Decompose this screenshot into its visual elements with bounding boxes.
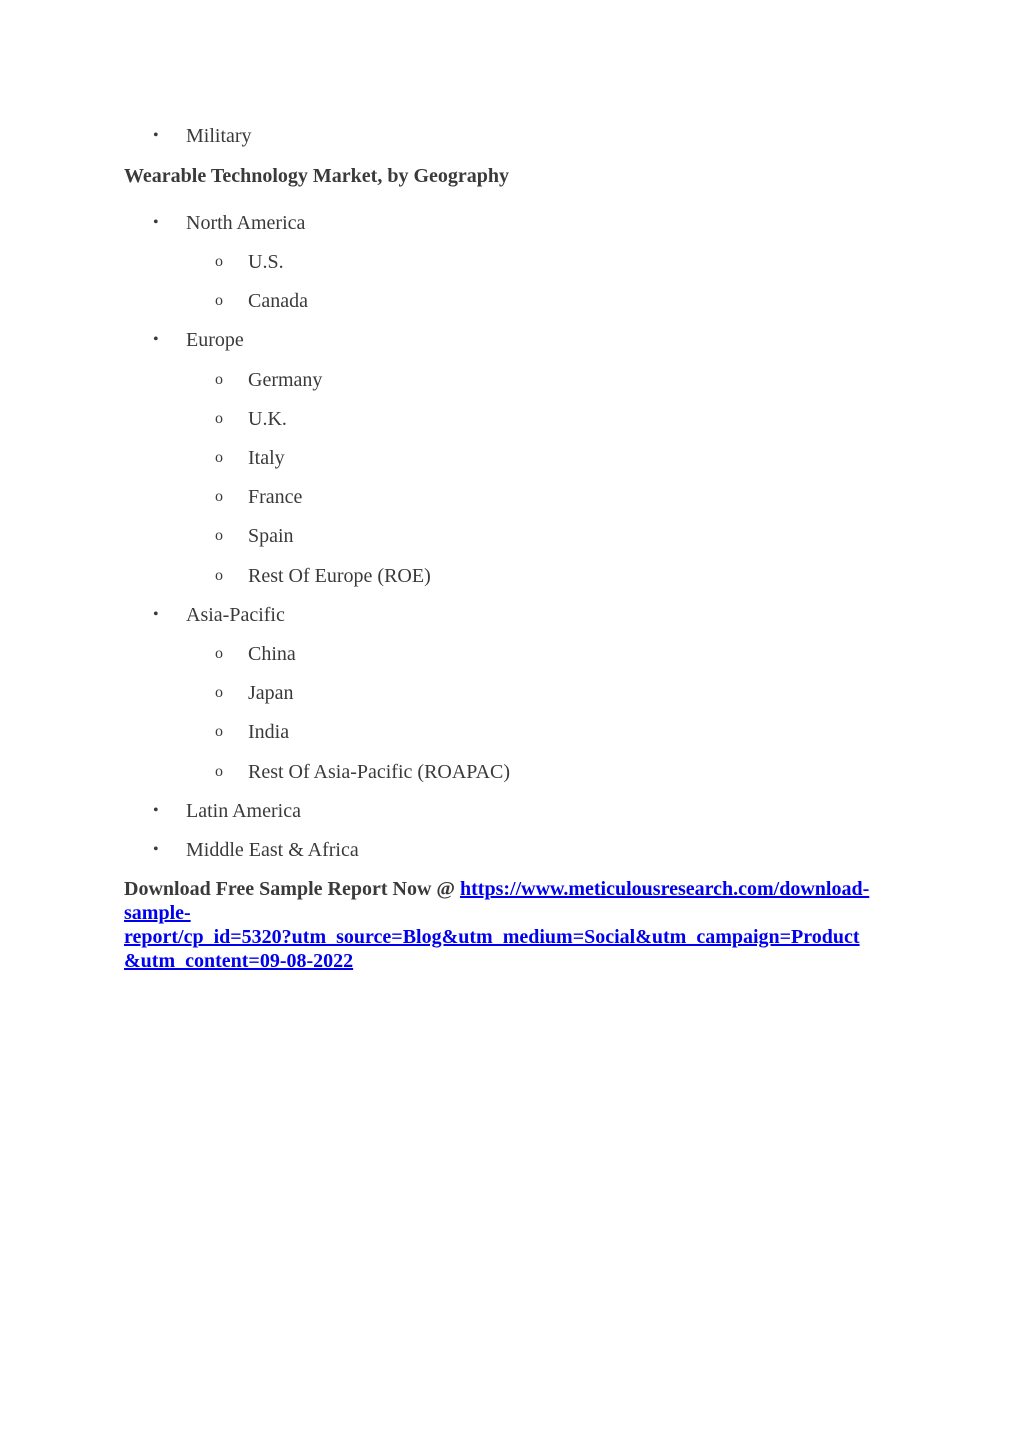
country-item: Canada bbox=[248, 290, 308, 312]
download-link-part-1[interactable]: https://www.meticulousresearch.com/download- bbox=[460, 878, 870, 900]
bullet-circle-icon: o bbox=[215, 488, 223, 505]
bullet-circle-icon: o bbox=[215, 449, 223, 466]
country-item: Japan bbox=[248, 682, 294, 704]
download-link-part-2[interactable]: sample- bbox=[124, 902, 191, 924]
region-item: North America bbox=[186, 212, 306, 234]
bullet-circle-icon: o bbox=[215, 253, 223, 270]
bullet-disc-icon: • bbox=[153, 802, 159, 819]
country-item: Rest Of Europe (ROE) bbox=[248, 565, 431, 587]
country-item: Spain bbox=[248, 525, 294, 547]
bullet-circle-icon: o bbox=[215, 292, 223, 309]
download-link-part-4[interactable]: &utm_content=09-08-2022 bbox=[124, 950, 354, 972]
download-link-part-3[interactable]: report/cp_id=5320?utm_source=Blog&utm_medium=Social&utm_campaign=Product bbox=[124, 926, 860, 948]
bullet-disc-icon: • bbox=[153, 214, 159, 231]
bullet-circle-icon: o bbox=[215, 371, 223, 388]
country-item: Italy bbox=[248, 447, 285, 469]
download-paragraph bbox=[124, 877, 914, 973]
bullet-circle-icon: o bbox=[215, 763, 223, 780]
bullet-circle-icon: o bbox=[215, 645, 223, 662]
bullet-circle-icon: o bbox=[215, 723, 223, 740]
bullet-disc-icon: • bbox=[153, 127, 159, 144]
bullet-disc-icon: • bbox=[153, 606, 159, 623]
country-item: China bbox=[248, 643, 296, 665]
bullet-disc-icon: • bbox=[153, 331, 159, 348]
country-item: U.S. bbox=[248, 251, 284, 273]
bullet-circle-icon: o bbox=[215, 567, 223, 584]
country-item: U.K. bbox=[248, 408, 287, 430]
country-item: France bbox=[248, 486, 303, 508]
region-item: Asia-Pacific bbox=[186, 604, 285, 626]
bullet-circle-icon: o bbox=[215, 410, 223, 427]
bullet-circle-icon: o bbox=[215, 684, 223, 701]
region-item: Latin America bbox=[186, 800, 301, 822]
country-item: India bbox=[248, 721, 290, 743]
region-item: Europe bbox=[186, 329, 244, 351]
bullet-circle-icon: o bbox=[215, 527, 223, 544]
country-item: Rest Of Asia-Pacific (ROAPAC) bbox=[248, 761, 511, 783]
region-item: Middle East & Africa bbox=[186, 839, 359, 861]
section-heading: Wearable Technology Market, by Geography bbox=[124, 165, 509, 187]
country-item: Germany bbox=[248, 369, 323, 391]
bullet-disc-icon: • bbox=[153, 841, 159, 858]
list-item-military: Military bbox=[186, 125, 252, 147]
download-prefix: Download Free Sample Report Now @ bbox=[124, 878, 460, 900]
